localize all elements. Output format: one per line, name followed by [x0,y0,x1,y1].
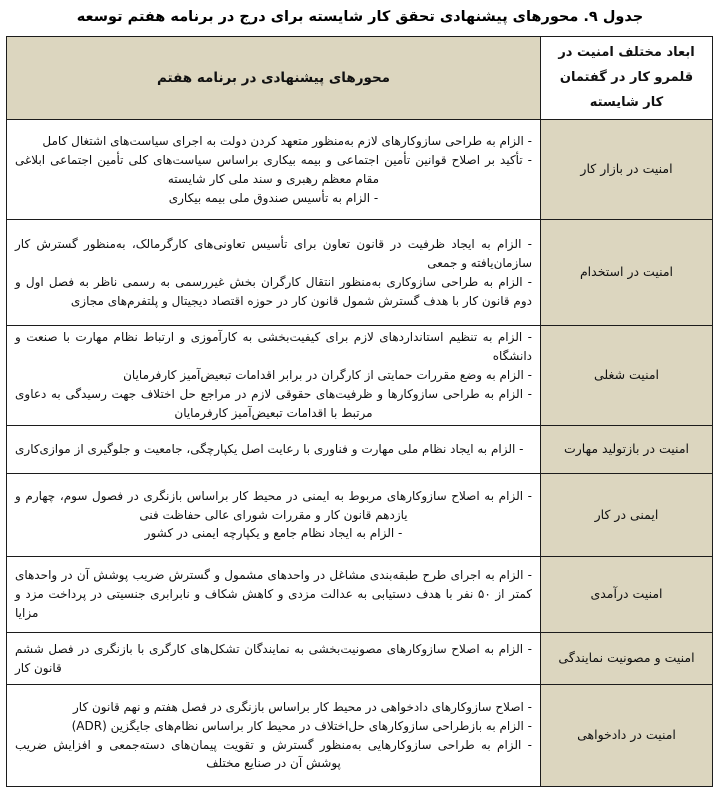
header-cell-security-dimensions: ابعاد مختلف امنیت در قلمرو کار در گفتمان کار شایسته [541,37,713,120]
item-text: - الزام به اصلاح سازوکارهای مربوط به ایمنی در محیط کار براساس بازنگری در فصول سوم، چهارم و یازدهم قانون کار و مقررات شورای عالی حفاظت فنی [15,488,532,522]
items-cell [7,633,541,685]
items-cell [7,474,541,557]
category-cell: امنیت درآمدی [541,557,713,633]
item-text: - الزام به ایجاد نظام ملی مهارت و فناوری با رعایت اصل یکپارچگی، جامعیت و جلوگیری از موازی‌کاری [15,442,524,457]
header-cell-proposed-measures: محورهای پیشنهادی در برنامه هفتم [7,37,541,120]
item-text: - الزام به طراحی سازوکارها و ظرفیت‌های حقوقی لازم در مراجع حل اختلاف جهت رسیدگی به دعاوی مرتبط با اقدامات تبعیض‌آمیز کارفرمایان [15,387,532,421]
table-caption: جدول ۹. محورهای پیشنهادی تحقق کار شایسته برای درج در برنامه هفتم توسعه [76,9,644,25]
item-text: - الزام به طراحی سازوکارهایی به‌منظور گسترش و تقویت پیمان‌های دسته‌جمعی و افزایش ضریب پوشش آن در صنایع مختلف [15,737,532,771]
header-row [7,37,713,120]
item-text: - الزام به اصلاح سازوکارهای مصونیت‌بخشی به نمایندگان تشکل‌های کارگری با بازنگری در فصل ششم قانون کار [15,641,532,675]
item-text: - تأکید بر اصلاح قوانین تأمین اجتماعی و بیمه بیکاری براساس سیاست‌های کلی تأمین اجتماعی ابلاغی مقام معظم رهبری و سند ملی کار شایسته [15,152,532,186]
item-text: - الزام به بازطراحی سازوکارهای حل‌اختلاف در محیط کار براساس نظام‌های جایگزین (ADR) [71,718,532,733]
item-text: - الزام به تنظیم استانداردهای لازم برای کیفیت‌بخشی به کارآموزی و ارتباط نظام مهارت با صنعت و دانشگاه [15,330,532,364]
proposals-table [6,36,713,787]
table-body [7,120,713,787]
category-cell: امنیت شغلی [541,326,713,426]
category-cell: ایمنی در کار [541,474,713,557]
items-cell [7,557,541,633]
category-cell: امنیت در دادخواهی [541,685,713,787]
category-cell: امنیت در بازتولید مهارت [541,426,713,474]
table-row [7,557,713,633]
category-cell: امنیت در استخدام [541,220,713,326]
items-cell [7,220,541,326]
items-cell [7,426,541,474]
item-text: - الزام به طراحی سازوکاری به‌منظور انتقال کارگران بخش غیررسمی به رسمی ناظر به فصل اول و دوم قانون کار با هدف گسترش شمول قانون کار در حوزه اقتصاد دیجیتال و پلتفرم‌های مجازی [15,274,532,308]
table-row [7,326,713,426]
item-text: - الزام به اجرای طرح طبقه‌بندی مشاغل در واحدهای مشمول و گسترش ضریب پوشش آن در واحدهای کمتر از ۵۰ نفر با هدف دستیابی به عدالت مزدی و کاهش شکاف و نابرابری جنسیتی در پرداخت مزد و مزایا [15,568,533,620]
category-cell: امنیت و مصونیت نمایندگی [541,633,713,685]
table-row [7,220,713,326]
item-text: - الزام به طراحی سازوکارهای لازم به‌منظور متعهد کردن دولت به اجرای سیاست‌های اشتغال کامل [42,133,532,148]
table-row [7,120,713,220]
table-row [7,685,713,787]
item-text: - الزام به وضع مقررات حمایتی از کارگران در برابر اقدامات تبعیض‌آمیز کارفرمایان [123,368,532,383]
items-cell [7,120,541,220]
items-cell [7,685,541,787]
item-text: - اصلاح سازوکارهای دادخواهی در محیط کار براساس بازنگری در فصل هفتم و نهم قانون کار [73,699,532,714]
item-text: - الزام به ایجاد ظرفیت در قانون تعاون برای تأسیس تعاونی‌های کارگرمالک، به‌منظور گسترش کار سازمان‌یافته و جمعی [15,236,532,270]
table-row [7,633,713,685]
table-row [7,426,713,474]
item-text: - الزام به تأسیس صندوق ملی بیمه بیکاری [168,190,379,205]
table-row [7,474,713,557]
item-text: - الزام به ایجاد نظام جامع و یکپارچه ایمنی در کشور [144,526,403,541]
category-cell: امنیت در بازار کار [541,120,713,220]
items-cell [7,326,541,426]
